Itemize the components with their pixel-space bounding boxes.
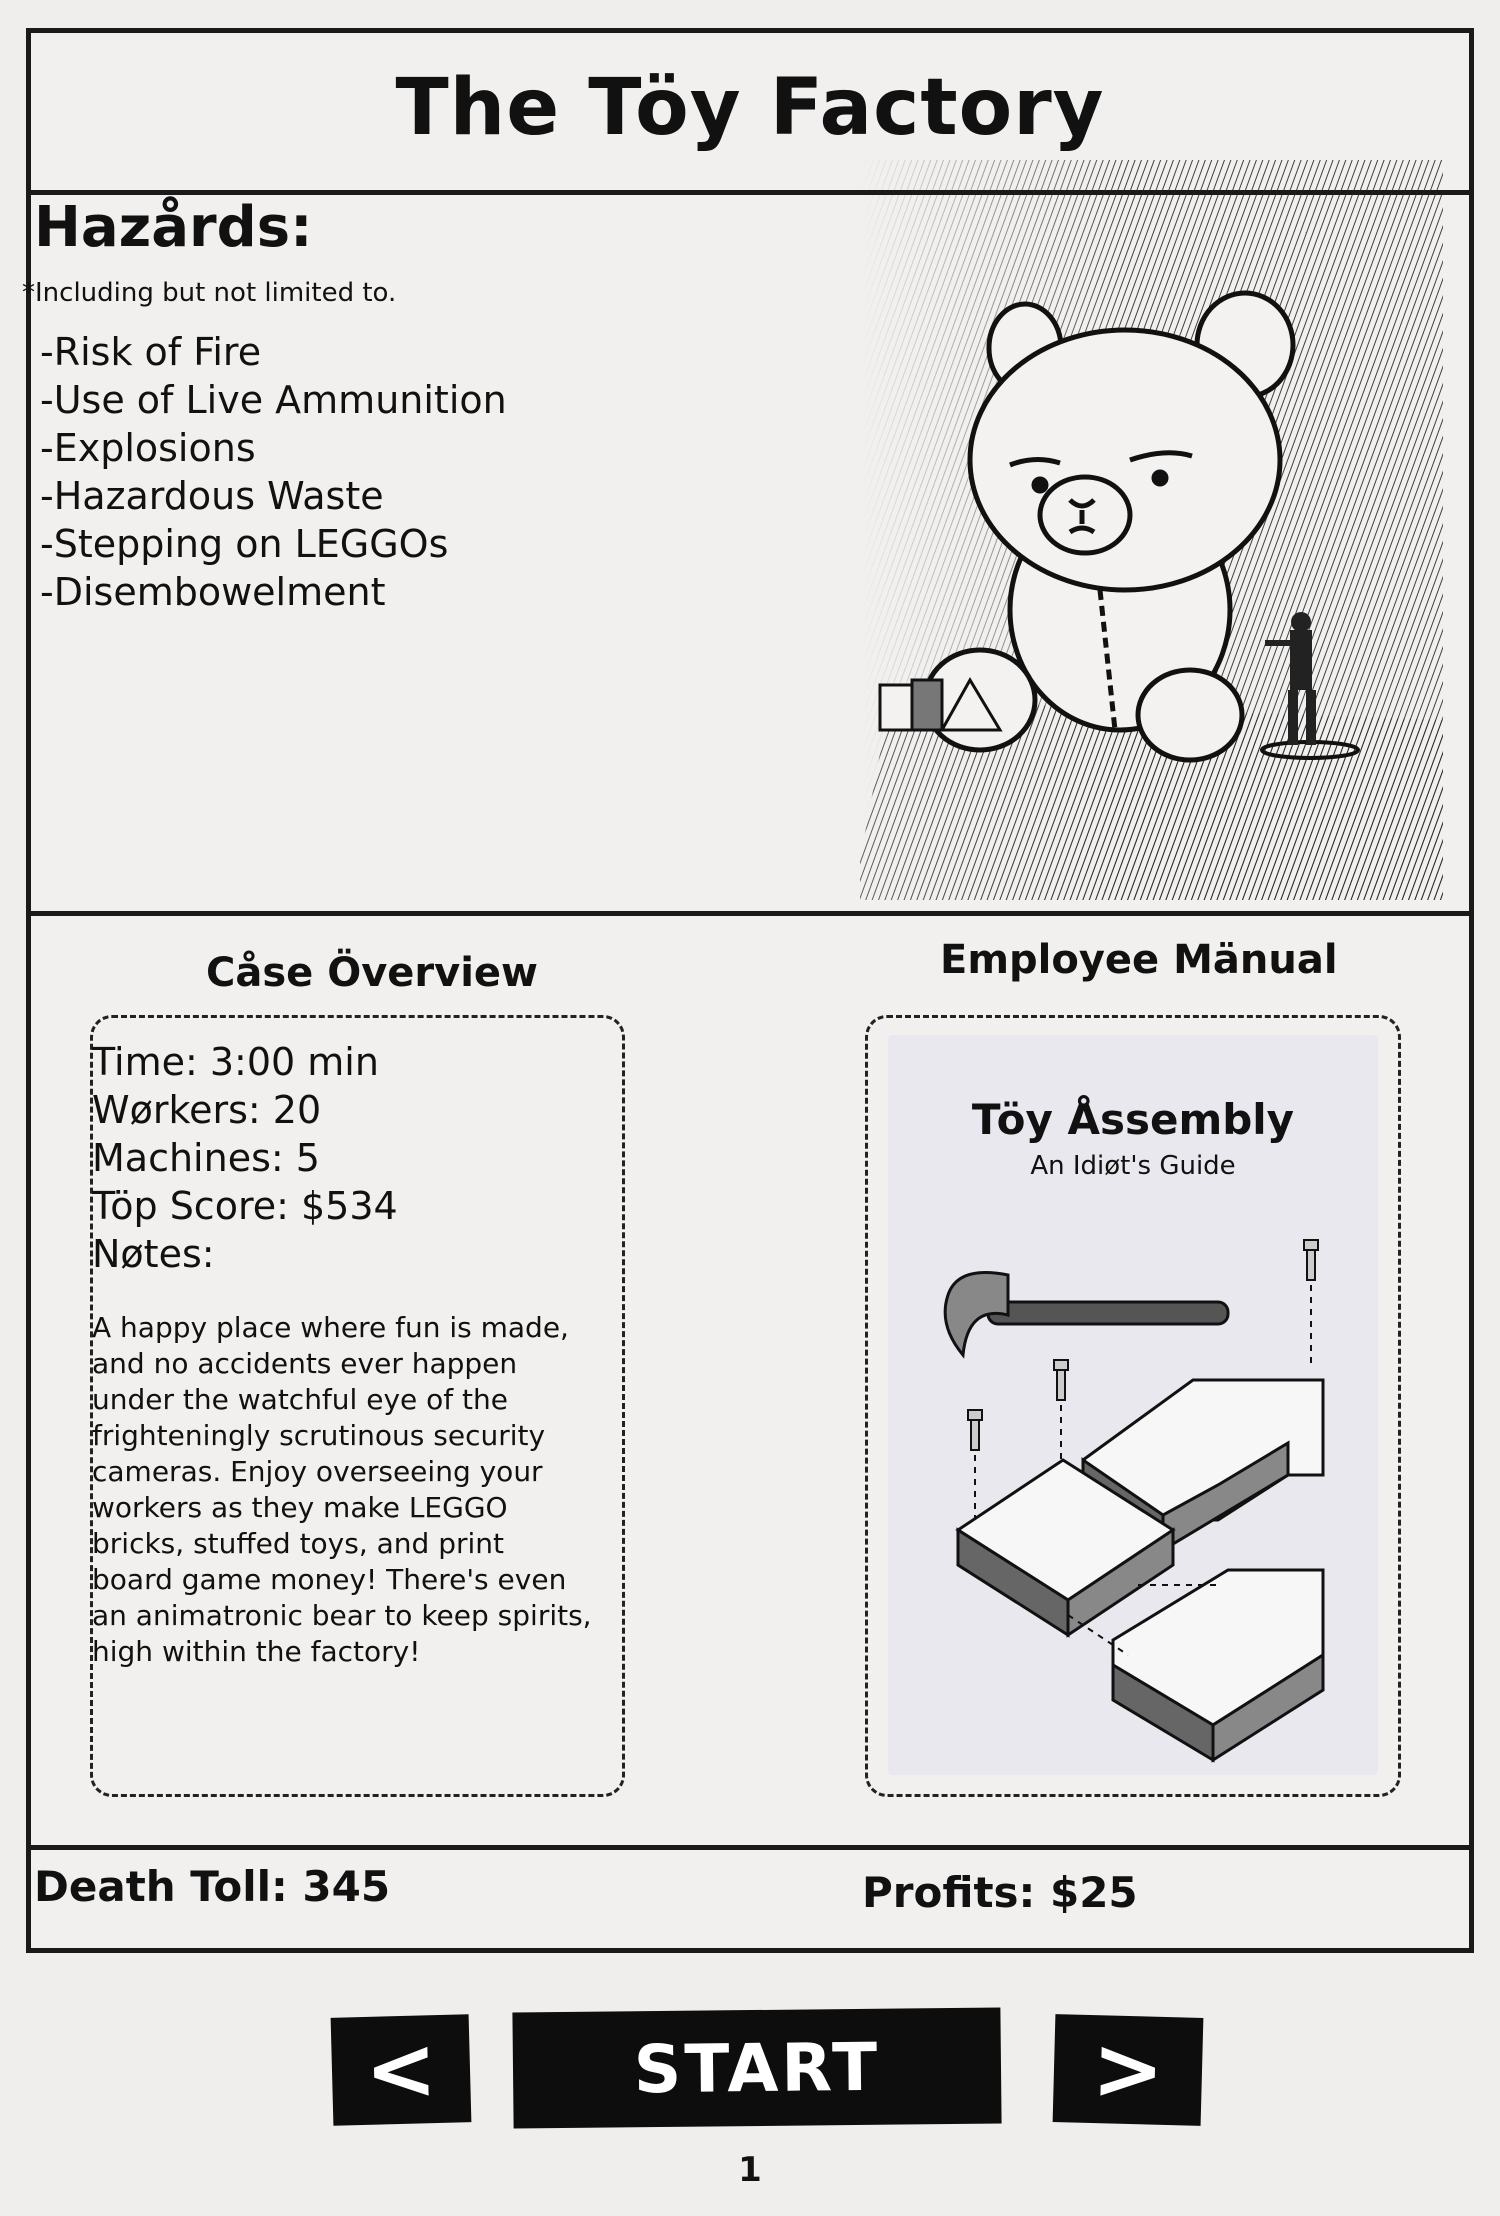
case-overview-heading: Cåse Överview bbox=[206, 950, 539, 996]
case-notes: A happy place where fun is made, and no accidents ever happen under the watchful eye of the frighteningly scrutinous security cameras. Enjoy overseeing your workers as they make LEGGO bricks, stuffed toys, and print board game money! There's even an animatronic bear to keep spirits, high within the factory! bbox=[92, 1311, 592, 1668]
previous-button[interactable]: < bbox=[331, 2014, 472, 2126]
assembly-diagram-illustration bbox=[888, 1195, 1378, 1765]
page-number: 1 bbox=[738, 2150, 762, 2190]
level-title: The Töy Factory bbox=[395, 63, 1105, 153]
hazards-list bbox=[40, 328, 507, 616]
hazards-note: *Including but not limited to. bbox=[22, 278, 397, 308]
death-toll: Death Toll: 345 bbox=[34, 1862, 391, 1911]
start-button[interactable]: START bbox=[512, 2007, 1001, 2128]
case-stats bbox=[92, 1038, 398, 1278]
divider bbox=[31, 911, 1469, 916]
machines-stat: Machines: 5 bbox=[92, 1136, 320, 1180]
time-stat: Time: 3:00 min bbox=[92, 1040, 379, 1084]
manual-title: Töy Åssembly bbox=[971, 1095, 1295, 1144]
top-score-stat: Töp Score: $534 bbox=[92, 1184, 398, 1228]
teddy-bear-illustration bbox=[860, 160, 1443, 900]
employee-manual-heading: Employee Mänual bbox=[940, 937, 1338, 983]
next-button[interactable]: > bbox=[1053, 2014, 1204, 2126]
hazard-item: -Risk of Fire bbox=[40, 330, 262, 374]
notes-label: Nøtes: bbox=[92, 1232, 215, 1276]
hazard-item: -Hazardous Waste bbox=[40, 474, 384, 518]
workers-stat: Wørkers: 20 bbox=[92, 1088, 322, 1132]
hazard-item: -Disembowelment bbox=[40, 570, 386, 614]
divider bbox=[31, 1845, 1469, 1850]
hazard-item: -Stepping on LEGGOs bbox=[40, 522, 449, 566]
hazard-item: -Explosions bbox=[40, 426, 256, 470]
hazard-item: -Use of Live Ammunition bbox=[40, 378, 507, 422]
hazards-heading: Hazårds: bbox=[34, 195, 313, 260]
profits: Profits: $25 bbox=[862, 1868, 1138, 1917]
manual-subtitle: An Idiøt's Guide bbox=[1030, 1151, 1236, 1181]
employee-manual-book[interactable] bbox=[888, 1035, 1378, 1775]
